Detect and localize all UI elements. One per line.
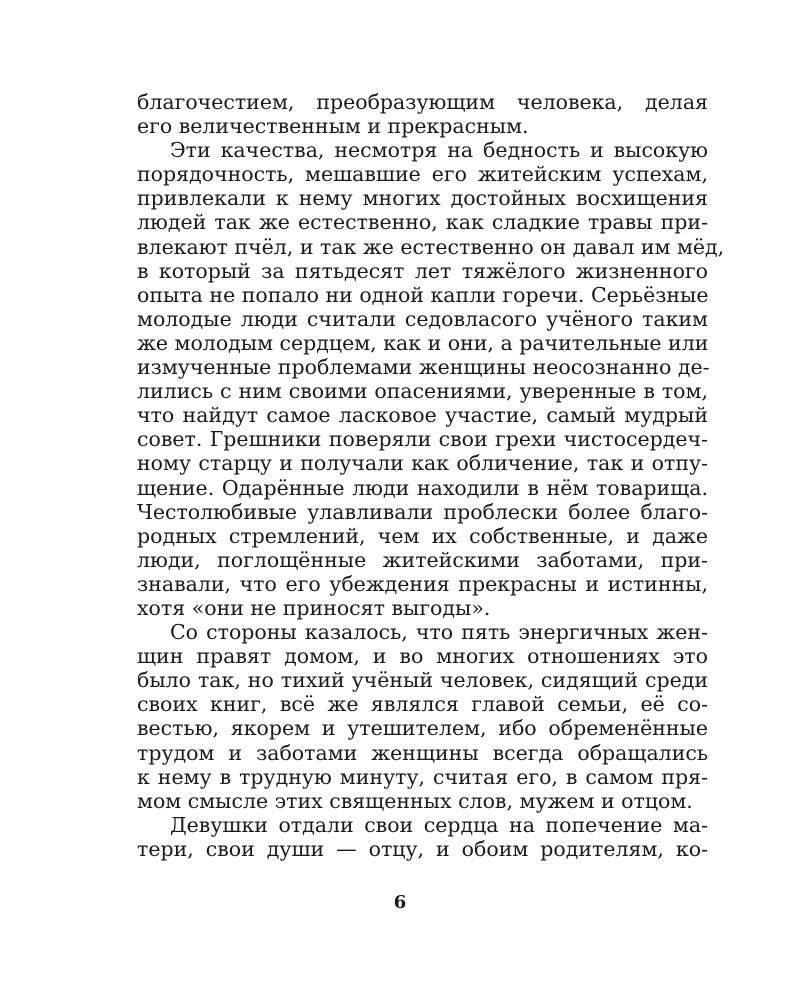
text-line: Эти качества, несмотря на бедность и высокую [170,138,708,163]
text-line: порядочность, мешавшие его житейским успехам, [137,162,708,187]
text-line: совет. Грешники поверяли свои грехи чистосердеч- [137,427,708,452]
text-line: хотя «они не приносят выгоды». [137,595,491,620]
text-line: людей так же естественно, как сладкие травы при- [137,210,708,235]
text-line: было так, но тихий учёный человек, сидящий среди [137,668,708,693]
text-line: Со стороны казалось, что пять энергичных жен- [170,620,708,645]
text-line: опыта не попало ни одной капли горечи. Серьёзные [137,282,709,307]
text-line: ному старцу и получали как обличение, так и отпу- [137,451,708,476]
text-line: люди, поглощённые житейскими заботами, при- [137,547,708,572]
text-line: же молодым сердцем, как и они, а рачительные или [137,330,709,355]
text-line: родных стремлений, чем их собственные, и даже [137,523,708,548]
page-number: 6 [393,892,407,913]
text-line: его величественным и прекрасным. [137,114,529,139]
text-line: измученные проблемами женщины неосознанно де- [137,355,710,380]
text-line: Девушки отдали свои сердца на попечение ма- [170,812,708,837]
text-line: благочестием, преобразующим человека, делая [137,90,708,114]
text-line: щение. Одарённые люди находили в нём товарища. [137,475,708,500]
text-line: своих книг, всё же являлся главой семьи, её со- [137,692,708,717]
text-line: мом смысле этих священных слов, мужем и отцом. [137,788,693,813]
text-line: лились с ним своими опасениями, уверенные в том, [137,379,708,404]
text-line: щин правят домом, и во многих отношениях это [137,644,708,669]
text-line: тери, свои души — отцу, и обоим родителям, ко- [137,836,708,861]
text-line: влекают пчёл, и так же естественно он давал им мёд, [137,234,725,259]
text-line: знавали, что его убеждения прекрасны и истинны, [137,571,708,596]
text-line: что найдут самое ласковое участие, самый мудрый [137,403,708,428]
text-line: привлекали к нему многих достойных восхищения [137,186,708,211]
text-line: вестью, якорем и утешителем, ибо обременённые [137,716,708,741]
text-line: трудом и заботами женщины всегда обращались [137,740,708,765]
text-line: к нему в трудную минуту, считая его, в самом пря- [137,764,708,789]
body-text [137,90,725,861]
text-line: молодые люди считали седовласого учёного таким [137,306,708,331]
text-line: в который за пятьдесят лет тяжёлого жизненного [137,258,708,283]
text-line: Честолюбивые улавливали проблески более благо- [137,499,708,524]
